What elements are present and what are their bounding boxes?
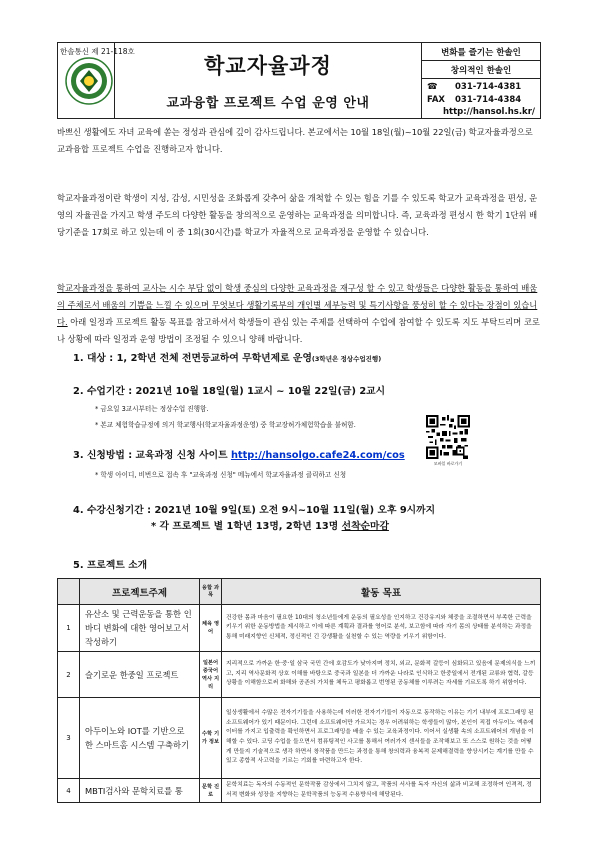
header-no	[58, 579, 80, 605]
header-assessment: 융합 과목	[200, 579, 222, 605]
row-goal: 일상생활에서 수많은 전자기기들을 사용하는데 이러한 전자기기들이 자동으로 동작하는 이유는 기기 내부에 프로그래밍 된 소프트웨어가 있기 때문이다. 그런데 소프트웨어만 가르치는 경우 어려워하는 학생들이 많아, 본인이 직접 아두이노 엑츄에이터를 가지고 입출력을 확인하면서 프로그래밍을 배울 수 있는 교육과정이다. 이어서 실생활 속의 소프트웨어의 개념을 이해할 수 있다. 코딩 수업을 들으면서 컴퓨팅적인 사고를 통해서 여러가지 센서들을 조작해보고 또 스스로 원하는 것을 어떻게 만들지 기술적으로 생각 하면서 창작품을 만드는 과정을 통해 창의력과 융복적 문제해결력을 향상시키는 계기를 만들 수 있고 종합적 사고력을 기르는 기회를 마련하고자 한다.	[222, 698, 541, 779]
enroll-note-underlined: 선착순마감	[341, 521, 389, 532]
header-title-cell	[115, 43, 422, 118]
row-number: 3	[58, 698, 80, 779]
table-header-row	[58, 579, 541, 605]
period-note-2: * 본교 체험학습규정에 의거 학교행사(학교자율과정운영) 중 학교장허가체험학습을 불허함.	[95, 421, 356, 429]
fax-label: FAX	[427, 94, 445, 105]
item-target-note: (3학년은 정상수업진행)	[311, 355, 382, 363]
row-assessment: 일본어 중국어 역사 지리	[200, 652, 222, 698]
contact-info	[422, 79, 540, 119]
row-goal: 지리적으로 가까운 한·중·일 삼국 국민 간에 호감도가 낮아지며 정치, 외교, 문화적 갈등이 심화되고 있음에 문제의식을 느끼고, 지리 역사문화적 상호 이해를 바탕으로 중국과 일본을 더 가까운 나라로 인식하고 한중일에서 전개된 교류와 협력, 갈등상황을 이해함으로써 화해와 공존의 가치를 체득고 평화롭고 번영된 공동체를 이루려는 자세를 기르도록 하기 위함이다.	[222, 652, 541, 698]
intro-paragraph-2: 학교자율과정이란 학생이 지성, 감성, 시민성을 조화롭게 갖추어 삶을 개척할 수 있는 힘을 기를 수 있도록 학교가 교육과정을 편성, 운영의 자율권을 가지고 학생 주도의 다양한 활동을 창의적으로 운영하는 교육과정을 의미합니다. 즉, 교육과정 편성시 한 학기 1단위 배당기준을 17회로 하고 있는데 이 중 1회(30시간)를 학교가 자율적으로 교육과정을 운영할 수 있습니다.	[57, 193, 538, 237]
row-number: 1	[58, 605, 80, 652]
page-title: 학교자율과정	[204, 54, 332, 78]
apply-note: * 학생 아이디, 비번으로 접속 후 "교육과정 신청" 메뉴에서 학교자율과정 클릭하고 신청	[95, 471, 347, 479]
header-left-cell	[58, 43, 135, 118]
row-topic: MBTI검사와 문학치료를 통	[80, 779, 200, 803]
school-motto-2: 창의적인 한솔인	[422, 61, 540, 79]
intro-paragraph-3-rest: 아래 일정과 프로젝트 활동 목표를 참고하셔서 학생들이 관심 있는 주제를 선택하여 수업에 참여할 수 있도록 지도 부탁드리며 코로나 상황에 따라 일정과 운영 방법이 조정될 수 있으니 양해 바랍니다.	[57, 317, 540, 344]
table-row	[58, 698, 541, 779]
table-row	[58, 652, 541, 698]
table-row	[58, 779, 541, 803]
row-assessment: 체육 영어	[200, 605, 222, 652]
row-number: 4	[58, 779, 80, 803]
qr-code-icon[interactable]	[426, 415, 470, 459]
table-row	[58, 605, 541, 652]
row-topic: 아두이노와 IOT를 기반으로 한 스마트홈 시스템 구축하기	[80, 698, 200, 779]
header-topic: 프로젝트주제	[80, 579, 200, 605]
item-target	[73, 350, 381, 364]
school-motto-1: 변화를 즐기는 한솔인	[422, 43, 540, 61]
item-period: 2. 수업기간 : 2021년 10월 18일(월) 1교시 ~ 10월 22일(금) 2교시	[73, 386, 386, 397]
row-assessment: 문학 진로	[200, 779, 222, 803]
projects-table	[57, 578, 541, 803]
enroll-note	[151, 518, 389, 532]
fax-number: 031-714-4384	[455, 94, 522, 105]
item-enroll: 4. 수강신청기간 : 2021년 10월 9일(토) 오전 9시~10월 11일(월) 오후 9시까지	[73, 505, 436, 516]
header-goal: 활동 목표	[222, 579, 541, 605]
intro-paragraph-3-underlined: 학교자율과정을 통하여 교사는 시수 부담 없이 학생 중심의 다양한 교육과정을 재구성 할 수 있고 학생들은 다양한 활동을 통하여 배움의 주체로서 배움의 기쁨을 느낄 수 있으며 무엇보다 생활기록부의 개인별 세부능력 및 특기사항을 풍성히 할 수 있다는 장점이 있습니다.	[57, 283, 538, 327]
qr-code-caption: 모바일 바로가기	[433, 461, 463, 466]
projects-heading: 5. 프로젝트 소개	[73, 560, 148, 571]
intro-paragraph-1: 바쁘신 생활에도 자녀 교육에 쏟는 정성과 관심에 깊이 감사드립니다. 본교에서는 10월 18일(월)~10월 22일(금) 학교자율과정으로 교과융합 프로젝트 수업을 진행하고자 합니다.	[57, 127, 533, 154]
item-apply	[73, 447, 405, 461]
row-topic: 슬기로운 한중일 프로젝트	[80, 652, 200, 698]
intro-paragraph-3	[57, 280, 541, 348]
row-topic: 유산소 및 근력운동을 통한 인바디 변화에 대한 영어보고서 작성하기	[80, 605, 200, 652]
row-number: 2	[58, 652, 80, 698]
school-website-link[interactable]: http://hansol.hs.kr/	[442, 107, 535, 117]
school-emblem-icon	[65, 57, 113, 105]
item-apply-text: 3. 신청방법 : 교육과정 신청 사이트	[73, 450, 231, 461]
header-contact-cell	[422, 43, 540, 118]
row-assessment: 수학 기가 정보	[200, 698, 222, 779]
issue-number: 한솔통신 제 21-118호	[60, 47, 135, 56]
phone-icon: ☎	[427, 82, 438, 92]
row-goal: 건강한 몸과 마음이 필요한 10대의 청소년들에게 운동의 필요성을 인지하고 건강유지와 체중을 조절하면서 부족한 근력을 키우기 위한 운동방법을 제시하고 이에 따른 계획과 결과를 영어로 분석, 보고함에 따라 자기 몸의 상태를 분석하는 과정을 통해 미래지향인 신체적, 정신적인 긴 강생활을 실천할 수 있는 역량을 키우기 위함이다.	[222, 605, 541, 652]
enroll-note-text: * 각 프로젝트 별 1학년 13명, 2학년 13명	[151, 521, 342, 532]
row-goal: 문학치료는 독자의 수동적인 문학작품 감상에서 그치지 않고, 작품의 서사를 독자 자신의 삶과 비교해 조정하여 인격적, 정서적 변화와 성장을 지향하는 문학작품의 능동적 수용방식에 해당된다.	[222, 779, 541, 803]
page-subtitle: 교과융합 프로젝트 수업 운영 안내	[166, 96, 370, 111]
newsletter-header	[57, 42, 541, 119]
apply-site-link[interactable]: http://hansolgo.cafe24.com/cos	[230, 450, 405, 461]
period-note-1: * 금요일 3교시부터는 정상수업 진행함.	[95, 405, 209, 413]
item-target-text: 1. 대상 : 1, 2학년 전체 전면등교하여 무학년제로 운영	[73, 353, 312, 364]
phone-number: 031-714-4381	[455, 82, 522, 92]
